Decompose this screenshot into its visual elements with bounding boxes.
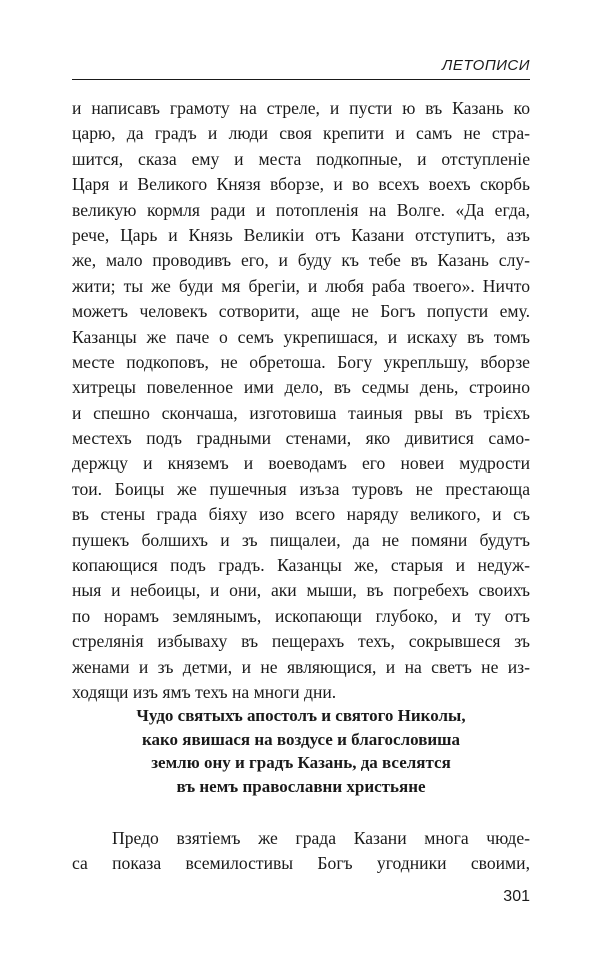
section-heading-line: како явишася на воздусе и благословиша	[141, 729, 461, 749]
body-line: женами и зъ детми, и не являющися, и на светъ не из-	[72, 656, 530, 677]
body-line: же, мало проводивъ его, и буду къ тебе въ Казань слу-	[72, 250, 530, 271]
body-line: держцу и княземъ и воеводамъ его новеи мудрости	[72, 453, 530, 474]
body-line: жити; ты же буди мя брегіи, и любя раба твоего». Ничто	[72, 275, 530, 296]
running-head-title: ЛЕТОПИСИ	[442, 57, 530, 74]
body-line: великую кормля ради и потопленія на Волге. «Да егда,	[72, 199, 530, 220]
body-line: пушекъ болшихъ и зъ пищалеи, да не помяни будутъ	[72, 529, 530, 550]
body-line: по норамъ землянымъ, ископающи глубоко, и ту отъ	[72, 605, 530, 626]
section-heading-line: въ немъ православни христьяне	[176, 776, 426, 796]
body-line: Царя и Великого Князя вборзе, и во всехъ воехъ скорбь	[72, 174, 530, 195]
body-line: и написавъ грамоту на стреле, и пусти ю въ Казань ко	[72, 98, 530, 118]
body-line: тои. Боицы же пушечныя изъза туровъ не престающа	[72, 478, 530, 499]
section-heading-line: Чудо святыхъ апостолъ и святого Николы,	[136, 706, 466, 725]
body-line: копающися подъ градъ. Казанцы же, старыя и недуж-	[72, 555, 530, 576]
section-paragraph-line: са показа всемилостивы Богъ угодники своими,	[72, 853, 530, 874]
body-line: рече, Царь и Князь Великіи отъ Казани отступитъ, азъ	[72, 224, 530, 245]
section-paragraph-line: Предо взятіемъ же града Казани многа чюде-	[112, 828, 530, 848]
section-heading-line: землю ону и градъ Казань, да вселятся	[151, 753, 451, 772]
page-number: 301	[503, 888, 530, 905]
body-line: шится, сказа ему и места подкопные, и отступленіе	[72, 148, 530, 169]
body-line: Казанцы же паче о семъ укрепишася, и искаху въ томъ	[72, 326, 530, 347]
section-heading	[72, 704, 530, 798]
body-paragraph	[72, 96, 530, 705]
body-line: местехъ подъ градными стенами, яко дивитися само-	[72, 428, 530, 449]
body-line: и спешно скончаша, изготовиша таиныя рвы въ трієхъ	[72, 402, 530, 423]
body-line: месте подкоповъ, не обретоша. Богу укрепльшу, вборзе	[72, 351, 530, 372]
body-line: царю, да градъ и люди своя крепити и самъ не стра-	[72, 123, 530, 144]
body-line: ныя и небоицы, и они, аки мыши, въ погребехъ своихъ	[72, 580, 530, 601]
body-line: можетъ человекъ сотворити, аще не Богъ попусти ему.	[72, 301, 530, 322]
header-rule	[72, 79, 530, 80]
body-line: хитрецы повеленное ими дело, въ седмы день, строино	[72, 377, 530, 398]
body-line-last: ходящи изъ ямъ техъ на многи дни.	[72, 681, 337, 702]
section-paragraph	[72, 826, 530, 877]
body-line: въ стены града біяху изо всего наряду великого, и съ	[72, 504, 530, 525]
body-line: стрелянія избываху въ пещерахъ техъ, сокрывшеся зъ	[72, 631, 530, 652]
